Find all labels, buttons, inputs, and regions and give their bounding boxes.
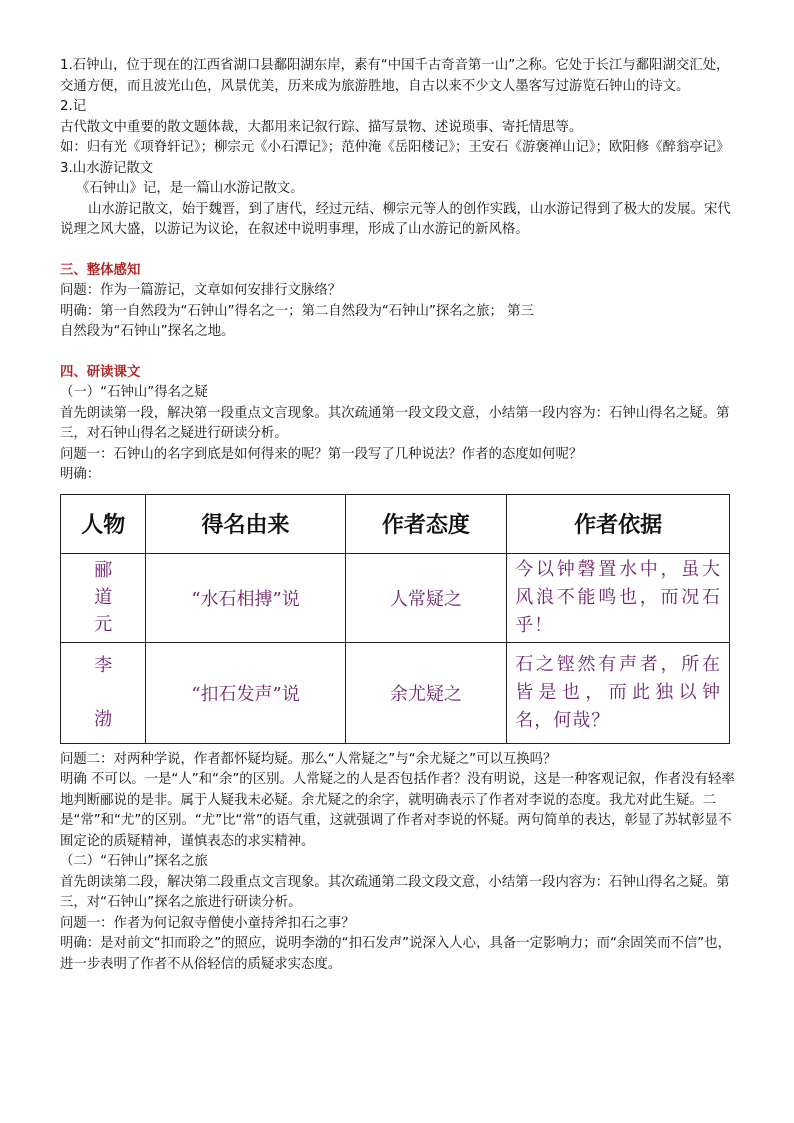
section-4-answer-1-label: 明确：	[60, 467, 101, 482]
table-header-row	[61, 494, 730, 553]
intro-paragraph-2: 古代散文中重要的散文题体裁，大都用来记叙行踪、描写景物、述说琐事、寄托情思等。	[60, 119, 583, 135]
intro-paragraph-1: 1.石钟山，位于现在的江西省湖口县鄱阳湖东岸，素有“中国千古奇音第一山”之称。它处于长江与鄱阳湖交汇处，交通方便，而且波光山色，风景优美，历来成为旅游胜地，自古以来不少文人墨客写过游览石钟山的诗文。	[60, 58, 730, 94]
section-4-sub2-text: 首先朗读第二段，解决第二段重点文言现象。其次疏通第二段文段文意，小结第一段内容为：石钟山得名之疑。第三，对“石钟山”探名之旅进行研读分析。	[60, 874, 730, 910]
table-cell-attitude: 余尤疑之	[345, 642, 507, 743]
section-4-title: 四、研读课文	[60, 364, 141, 380]
table-cell-basis: 今以钟磬置水中，虽大风浪不能鸣也，而况石乎！	[507, 553, 730, 642]
section-4-sub1-text: 首先朗读第一段，解决第一段重点文言现象。其次疏通第一段文段文意，小结第一段内容为：石钟山得名之疑。第三，对石钟山得名之疑进行研读分析。	[60, 405, 730, 441]
section-4-answer-3: 明确：是对前文“扣而聆之”的照应，说明李渤的“扣石发声”说深入人心，具备一定影响力；而“余固笑而不信”也，进一步表明了作者不从俗轻信的质疑求实态度。	[60, 936, 731, 972]
table-cell-person: 郦 道 元	[61, 553, 146, 642]
table-cell-origin: “水石相搏”说	[146, 553, 345, 642]
table-cell-origin: “扣石发声”说	[146, 642, 345, 743]
intro-paragraph-5: 山水游记散文，始于魏晋，到了唐代，经过元结、柳宗元等人的创作实践，山水游记得到了极大的发展。宋代说理之风大盛，以游记为议论，在叙述中说明事理，形成了山水游记的新风格。	[60, 201, 731, 237]
analysis-table	[60, 494, 730, 744]
section-4-question-1: 问题一：石钟山的名字到底是如何得来的呢？第一段写了几种说法？作者的态度如何呢？	[60, 446, 583, 462]
section-4-subheading-2: （二）“石钟山”探名之旅	[60, 854, 208, 869]
section-4-answer-2: 明确 不可以。一是“人”和“余”的区别。人常疑之的人是否包括作者？没有明说，这是一种客观记叙，作者没有轻率地判断郦说的是非。属于人疑我未必疑。余尤疑之的余字，就明确表示了作者对李说的态度。我尤对此生疑。二是“常”和“尤”的区别。“尤”比“常”的语气重，这就强调了作者对李说的怀疑。两句简单的表达，彰显了苏轼彰显不囿定论的质疑精神，谨慎表态的求实精神。	[60, 772, 735, 849]
table-cell-attitude: 人常疑之	[345, 553, 507, 642]
section-4-subheading-1: （一）“石钟山”得名之疑	[60, 385, 208, 400]
document-page	[60, 56, 740, 975]
section-3-answer-line1: 明确：第一自然段为“石钟山”得名之一；第二自然段为“石钟山”探名之旅； 第三	[60, 303, 534, 319]
table-header-basis: 作者依据	[507, 494, 730, 553]
section-3-answer-line2: 自然段为“石钟山”探名之地。	[60, 324, 235, 339]
intro-paragraph-4: 《石钟山》记，是一篇山水游记散文。	[76, 181, 304, 196]
section-3-title: 三、整体感知	[60, 262, 141, 278]
table-header-origin: 得名由来	[146, 494, 345, 553]
section-4-question-3: 问题一：作者为何记叙寺僧使小童持斧扣石之事？	[60, 915, 355, 931]
section-4-question-2: 问题二：对两种学说，作者都怀疑均疑。那么“人常疑之”与“余尤疑之”可以互换吗？	[60, 751, 557, 767]
table-cell-basis: 石之铿然有声者，所在皆是也，而此独以钟名，何哉？	[507, 642, 730, 743]
intro-heading-3: 3.山水游记散文	[60, 160, 154, 176]
table-header-attitude: 作者态度	[345, 494, 507, 553]
intro-heading-2: 2.记	[60, 99, 87, 114]
table-row	[61, 642, 730, 743]
table-row	[61, 553, 730, 642]
table-cell-person: 李 渤	[61, 642, 146, 743]
intro-paragraph-3: 如：归有光《项脊轩记》；柳宗元《小石潭记》；范仲淹《岳阳楼记》；王安石《游褒禅山记》；欧阳修《醉翁亭记》	[60, 140, 730, 155]
table-header-person: 人物	[61, 494, 146, 553]
section-3-question: 问题：作为一篇游记，文章如何安排行文脉络？	[60, 283, 342, 298]
